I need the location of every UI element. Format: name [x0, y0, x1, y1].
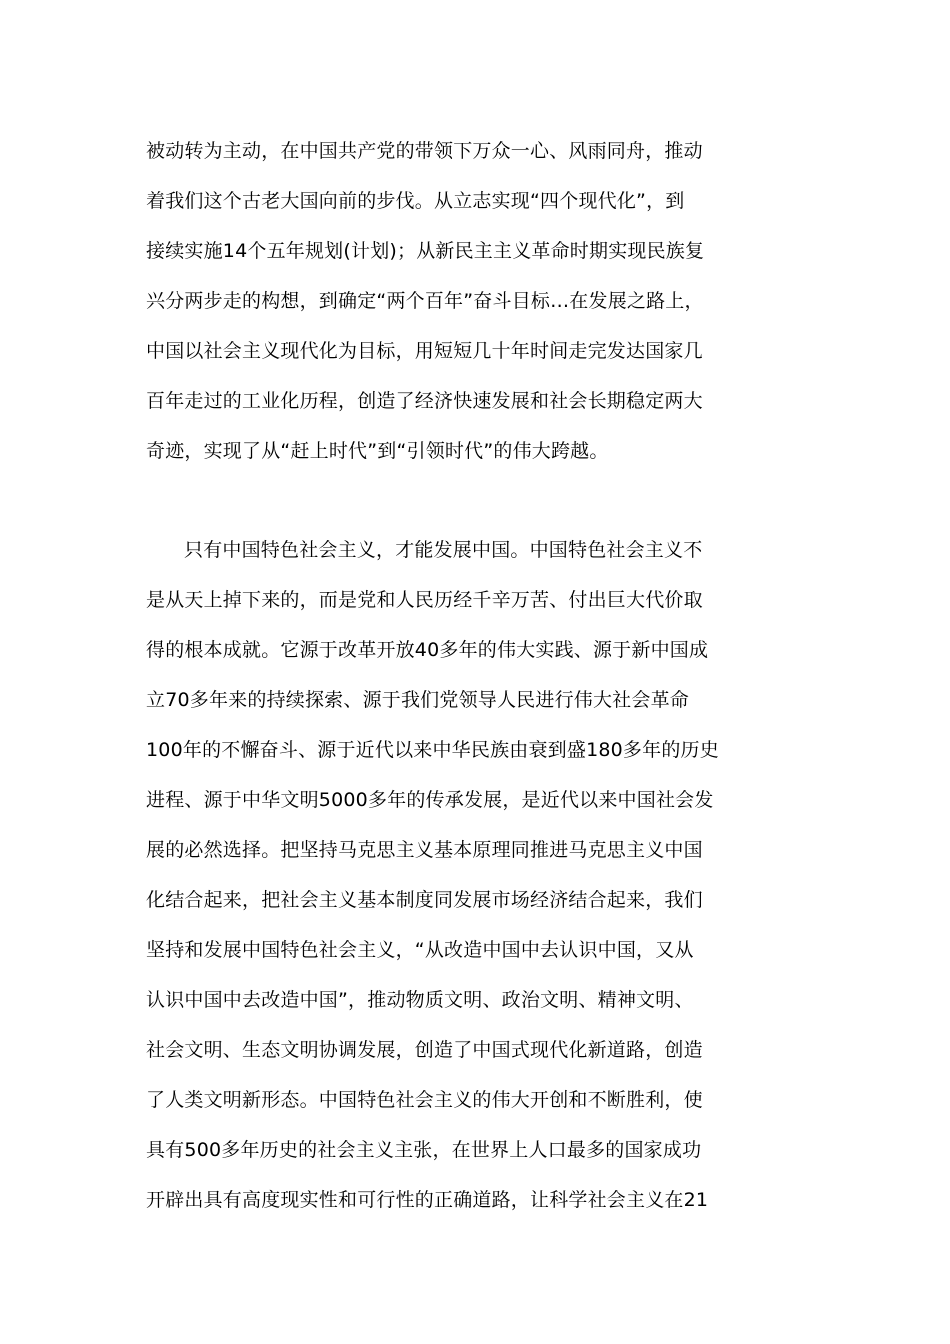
text-line: 着我们这个古老大国向前的步伐。从立志实现“四个现代化”，到 [146, 190, 685, 212]
text-line: 具有500多年历史的社会主义主张，在世界上人口最多的国家成功 [146, 1139, 702, 1161]
text-line: 奇迹，实现了从“赶上时代”到“引领时代”的伟大跨越。 [146, 440, 609, 462]
text-line: 开辟出具有高度现实性和可行性的正确道路，让科学社会主义在21 [146, 1189, 709, 1211]
text-line: 只有中国特色社会主义，才能发展中国。中国特色社会主义不 [184, 539, 703, 561]
text-line: 了人类文明新形态。中国特色社会主义的伟大开创和不断胜利，使 [146, 1089, 703, 1111]
text-line: 展的必然选择。把坚持马克思主义基本原理同推进马克思主义中国 [146, 839, 703, 861]
text-line: 百年走过的工业化历程，创造了经济快速发展和社会长期稳定两大 [146, 390, 703, 412]
text-line: 立70多年来的持续探索、源于我们党领导人民进行伟大社会革命 [146, 689, 689, 711]
text-line: 进程、源于中华文明5000多年的传承发展，是近代以来中国社会发 [146, 789, 714, 811]
text-line: 社会文明、生态文明协调发展，创造了中国式现代化新道路，创造 [146, 1039, 703, 1061]
text-line: 化结合起来，把社会主义基本制度同发展市场经济结合起来，我们 [146, 889, 703, 911]
text-line: 接续实施14个五年规划(计划)；从新民主主义革命时期实现民族复 [146, 240, 705, 262]
text-line: 得的根本成就。它源于改革开放40多年的伟大实践、源于新中国成 [146, 639, 709, 661]
text-line: 兴分两步走的构想，到确定“两个百年”奋斗目标…在发展之路上， [146, 290, 704, 312]
text-line: 坚持和发展中国特色社会主义，“从改造中国中去认识中国，又从 [146, 939, 694, 961]
text-line: 被动转为主动，在中国共产党的带领下万众一心、风雨同舟，推动 [146, 140, 703, 162]
text-line: 100年的不懈奋斗、源于近代以来中华民族由衰到盛180多年的历史 [146, 739, 719, 761]
text-line: 中国以社会主义现代化为目标，用短短几十年时间走完发达国家几 [146, 340, 703, 362]
text-line: 认识中国中去改造中国”，推动物质文明、政治文明、精神文明、 [146, 989, 694, 1011]
text-line: 是从天上掉下来的，而是党和人民历经千辛万苦、付出巨大代价取 [146, 589, 703, 611]
